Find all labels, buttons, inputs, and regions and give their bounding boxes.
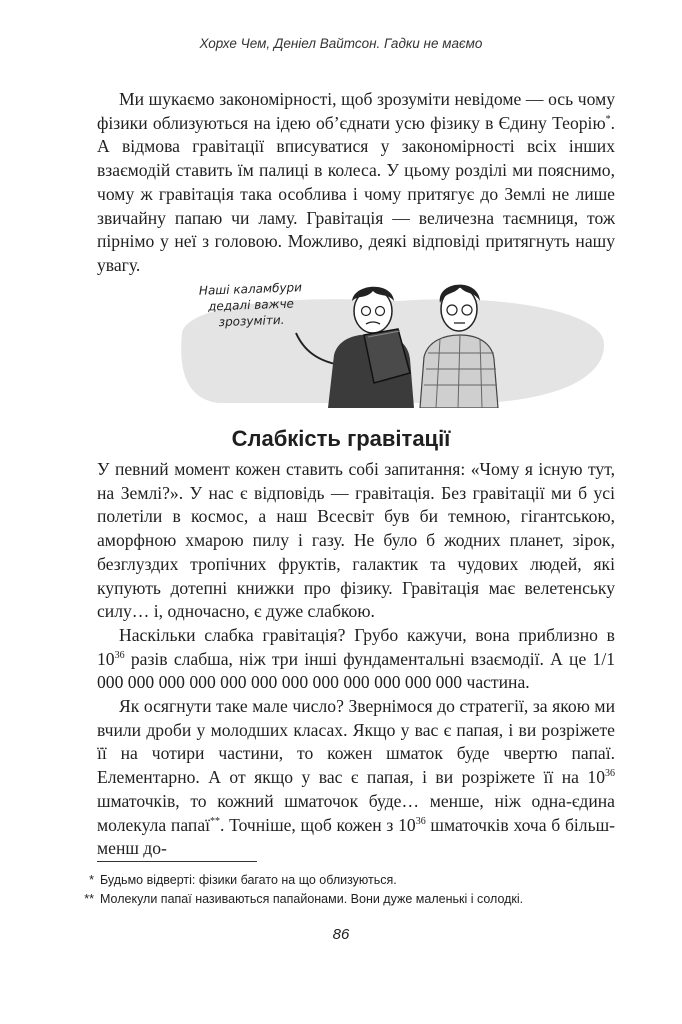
p2-exponent: 36 [114,649,125,661]
footnote-divider [97,861,257,862]
section-text [97,458,615,861]
p3-text-b: шматочків, то кожний шматочок буде… менше, ніж одна-єдина молекула папаї [97,790,615,835]
section-paragraph-3 [97,695,615,861]
section-paragraph-2 [97,624,615,695]
footnote-mark: * [89,873,94,887]
section-paragraph-1: У певний момент кожен ставить собі запитання: «Чому я існую тут, на Землі?». У нас є відповідь — гравітація. Без гравітації ми б усі полетіли в космос, а наш Всесвіт був би темною, гігантською, аморфною хмарою пилу і газу. Не було б жодних планет, зірок, безглуздих тропічних фруктів, галактик та чудових людей, які купують дотепні книжки про фізику. Гравітація має велетенську силу… і, одночасно, є дуже слабкою. [97,459,615,622]
p3-text-d: шматочків хоча б більш-менш до- [97,814,616,859]
caption-line-1: Наші каламбури [198,280,303,298]
p2-text-b: разів слабша, ніж три інші фундаментальні взаємодії. А це 1/1 000 000 000 000 000 000 000 000 000 000 000 000 частина. [97,648,615,693]
intro-paragraph [97,88,615,278]
p2-text-a: Наскільки слабка гравітація? Грубо кажучи, вона приблизно в 10 [97,624,615,669]
running-head: Хорхе Чем, Деніел Вайтсон. Гадки не маємо [199,36,483,51]
page-number: 86 [332,926,350,943]
footnote-ref-2: ** [210,815,221,827]
section-heading: Слабкість гравітації [231,426,451,451]
footnote-text: Будьмо відверті: фізики багато на що облизуються. [100,873,397,887]
footnotes [70,871,630,909]
footnote-ref-1: * [605,113,611,125]
p3-exponent-2: 36 [415,815,426,827]
footnote-1 [70,871,630,890]
intro-text-a: Ми шукаємо закономірності, щоб зрозуміти невідоме — ось чому фізики облизуються на ідею об’єднати усю фізику в Єдину Теорію [97,89,615,133]
p3-text-c: . Точніше, щоб кожен з 10 [220,814,416,835]
cartoon-caption [191,279,311,331]
caption-line-3: зрозуміти. [218,312,285,330]
p3-text-a: Як осягнути таке мале число? Звернімося до стратегії, за якою ми вчили дроби у молодших класах. Якщо у вас є папая, і ви розріжете її на чотири частини, то кожен шматок буде чвертю папаї. Елементарно. А от якщо у вас є папая, і ви розріжете її на 10 [97,696,615,788]
intro-text-b: . А відмова гравітації вписуватися у закономірності всіх інших взаємодій ставить їм палиці в колеса. У цьому розділі ми пояснимо, чому ж гравітація така особлива і чому притягує до Землі не лише звичайну папаю чи ламу. Гравітація — величезна таємниця, тож пірнімо у неї з головою. Можливо, деякі відповіді притягнуть нашу увагу. [97,112,615,275]
footnote-2 [70,890,630,909]
footnote-text: Молекули папаї називаються папайонами. Вони дуже маленькі і солодкі. [100,892,524,906]
cartoon-illustration [178,273,608,408]
p3-exponent-1: 36 [605,768,615,780]
caption-line-2: дедалі важче [207,296,295,314]
intro-text [97,88,615,278]
footnote-mark: ** [84,892,94,906]
